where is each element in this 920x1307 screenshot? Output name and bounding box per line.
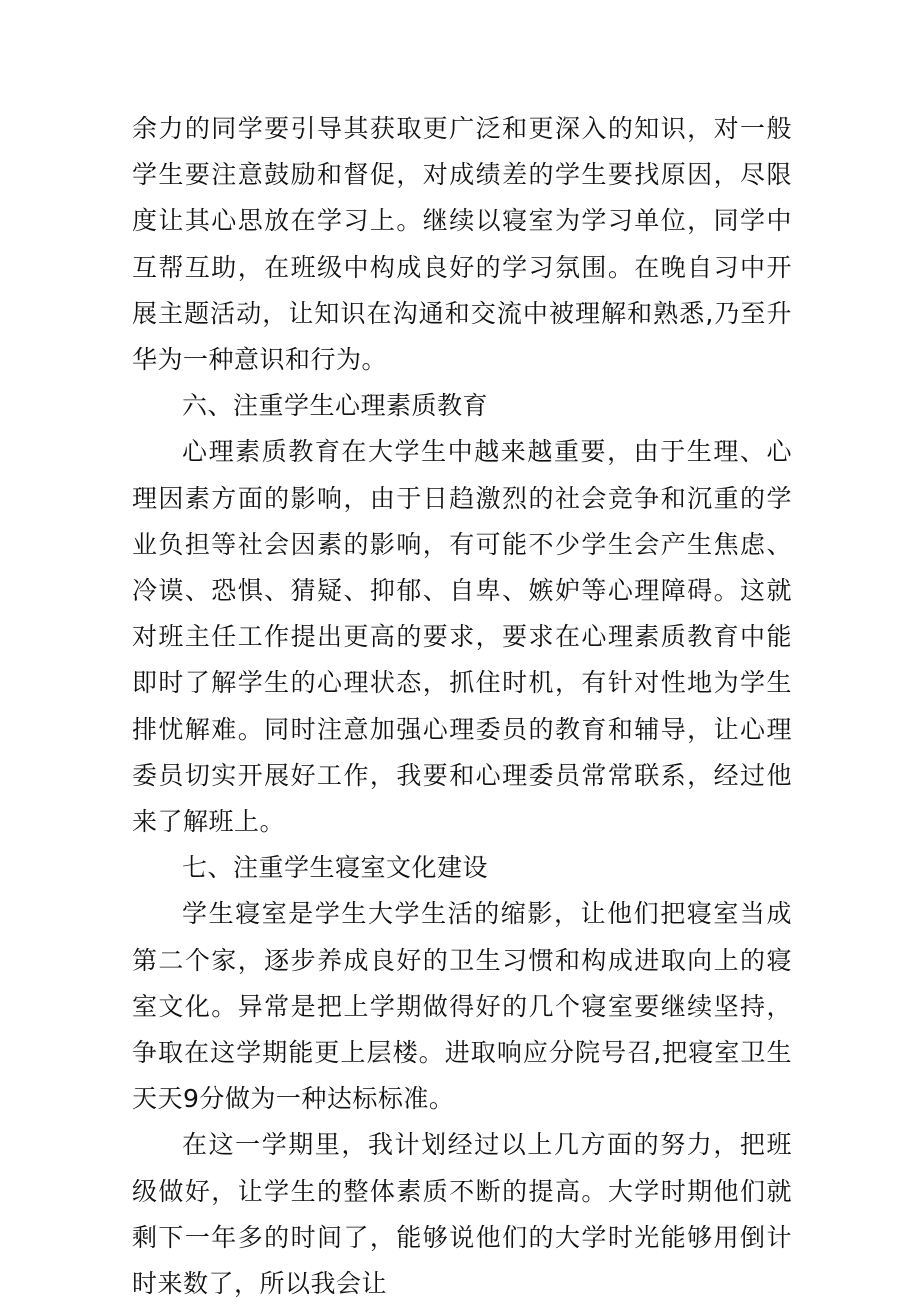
- paragraph-study-guidance: 余力的同学要引导其获取更广泛和更深入的知识，对一般学生要注意鼓励和督促，对成绩差的学生要找原因，尽限度让其心思放在学习上。继续以寝室为学习单位，同学中互帮互助，在班级中构成良好的学习氛围。在晚自习中开展主题活动，让知识在沟通和交流中被理解和熟悉,乃至升华为一种意识和行为。: [132, 114, 792, 375]
- paragraph-semester-plan: 在这一学期里，我计划经过以上几方面的努力，把班级做好，让学生的整体素质不断的提高。大学时期他们就剩下一年多的时间了，能够说他们的大学时光能够用倒计时来数了，所以我会让: [132, 1130, 792, 1299]
- paragraph-psychology-education: 心理素质教育在大学生中越来越重要，由于生理、心理因素方面的影响，由于日趋激烈的社会竞争和沉重的学业负担等社会因素的影响，有可能不少学生会产生焦虑、冷谟、恐惧、猜疑、抑郁、自卑、嫉妒等心理障碍。这就对班主任工作提出更高的要求，要求在心理素质教育中能即时了解学生的心理状态，抓住时机，有针对性地为学生排忧解难。同时注意加强心理委员的教育和辅导，让心理委员切实开展好工作，我要和心理委员常常联系，经过他来了解班上。: [132, 437, 792, 837]
- section-heading-dormitory: 七、注重学生寝室文化建设: [182, 853, 489, 883]
- document-body: [132, 106, 792, 1307]
- paragraph-dormitory-culture: 学生寝室是学生大学生活的缩影，让他们把寝室当成第二个家，逐步养成良好的卫生习惯和构成进取向上的寝室文化。异常是把上学期做得好的几个寝室要继续坚持，争取在这学期能更上层楼。进取响应分院号召,把寝室卫生天天9分做为一种达标标准。: [132, 899, 792, 1114]
- section-heading-psychology: 六、注重学生心理素质教育: [182, 391, 489, 421]
